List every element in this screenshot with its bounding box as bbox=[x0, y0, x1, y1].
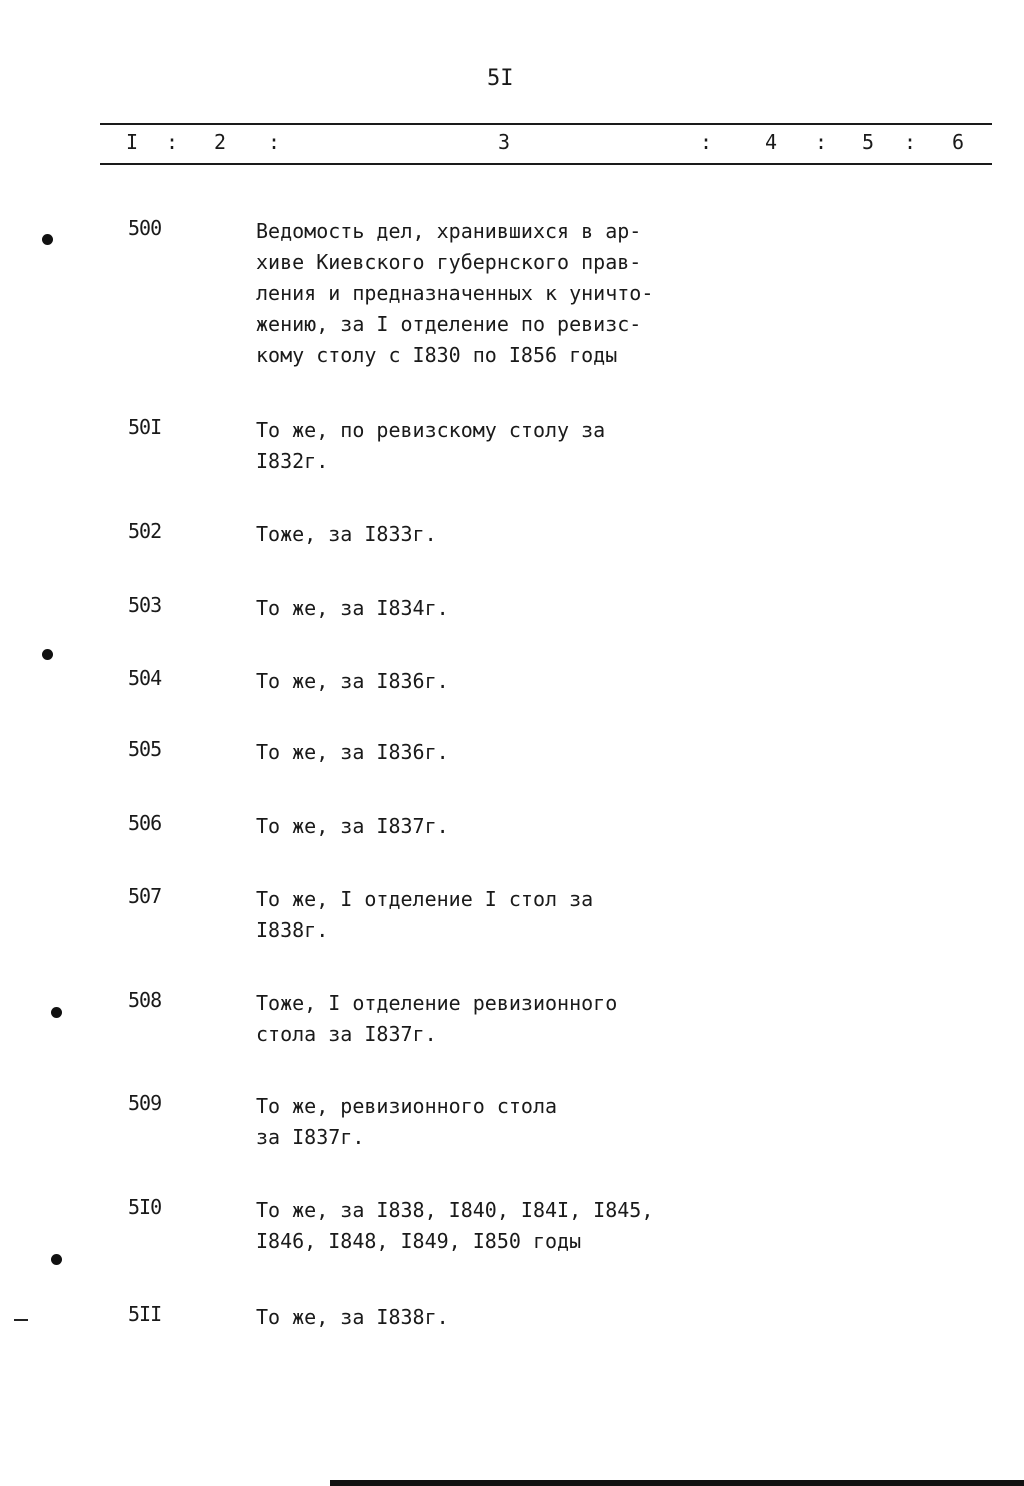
punch-hole bbox=[51, 1254, 62, 1265]
column-separator: : bbox=[268, 130, 281, 154]
entry-text: Ведомость дел, хранившихся в ар- хиве Киевского губернского прав- ления и предназначенных к уничто- жению, за I отделение по ревизс- кому столу с I830 по I856 годы bbox=[256, 219, 654, 367]
punch-hole bbox=[42, 649, 53, 660]
page-number: 5I bbox=[487, 66, 514, 91]
entry-text: То же, за I837г. bbox=[256, 814, 449, 838]
column-header-6: 6 bbox=[952, 130, 965, 154]
entry-number: 502 bbox=[128, 519, 162, 543]
entry-text: То же, I отделение I стол за I838г. bbox=[256, 887, 594, 942]
column-separator: : bbox=[815, 130, 828, 154]
column-separator: : bbox=[166, 130, 179, 154]
entry-number: 50I bbox=[128, 415, 162, 439]
entry-number: 506 bbox=[128, 811, 162, 835]
entry-text: То же, по ревизскому столу за I832г. bbox=[256, 418, 606, 473]
entry-number: 503 bbox=[128, 593, 162, 617]
entry-text: Тоже, I отделение ревизионного стола за I837г. bbox=[256, 991, 618, 1046]
entry-text: То же, за I834г. bbox=[256, 596, 449, 620]
punch-hole bbox=[51, 1007, 62, 1018]
entry-text: То же, ревизионного стола за I837г. bbox=[256, 1094, 558, 1149]
column-header-5: 5 bbox=[862, 130, 875, 154]
column-separator: : bbox=[904, 130, 917, 154]
entry-number: 500 bbox=[128, 216, 162, 240]
entry-text: То же, за I836г. bbox=[256, 740, 449, 764]
bottom-edge-shadow bbox=[330, 1480, 1024, 1486]
margin-mark bbox=[14, 1319, 28, 1321]
entry-text: Тоже, за I833г. bbox=[256, 522, 437, 546]
entry-number: 504 bbox=[128, 666, 162, 690]
entry-text: То же, за I838г. bbox=[256, 1305, 449, 1329]
entry-number: 509 bbox=[128, 1091, 162, 1115]
entry-text: То же, за I838, I840, I84I, I845, I846, I848, I849, I850 годы bbox=[256, 1198, 654, 1253]
entry-text: То же, за I836г. bbox=[256, 669, 449, 693]
punch-hole bbox=[42, 234, 53, 245]
column-header-2: 2 bbox=[214, 130, 227, 154]
column-header-1: I bbox=[126, 130, 139, 154]
entry-number: 507 bbox=[128, 884, 162, 908]
entry-number: 508 bbox=[128, 988, 162, 1012]
header-top-rule bbox=[100, 123, 992, 125]
column-header-3: 3 bbox=[498, 130, 511, 154]
entry-number: 5I0 bbox=[128, 1195, 162, 1219]
header-bottom-rule bbox=[100, 163, 992, 165]
column-separator: : bbox=[700, 130, 713, 154]
column-header-4: 4 bbox=[765, 130, 778, 154]
entry-number: 505 bbox=[128, 737, 162, 761]
entry-number: 5II bbox=[128, 1302, 162, 1326]
